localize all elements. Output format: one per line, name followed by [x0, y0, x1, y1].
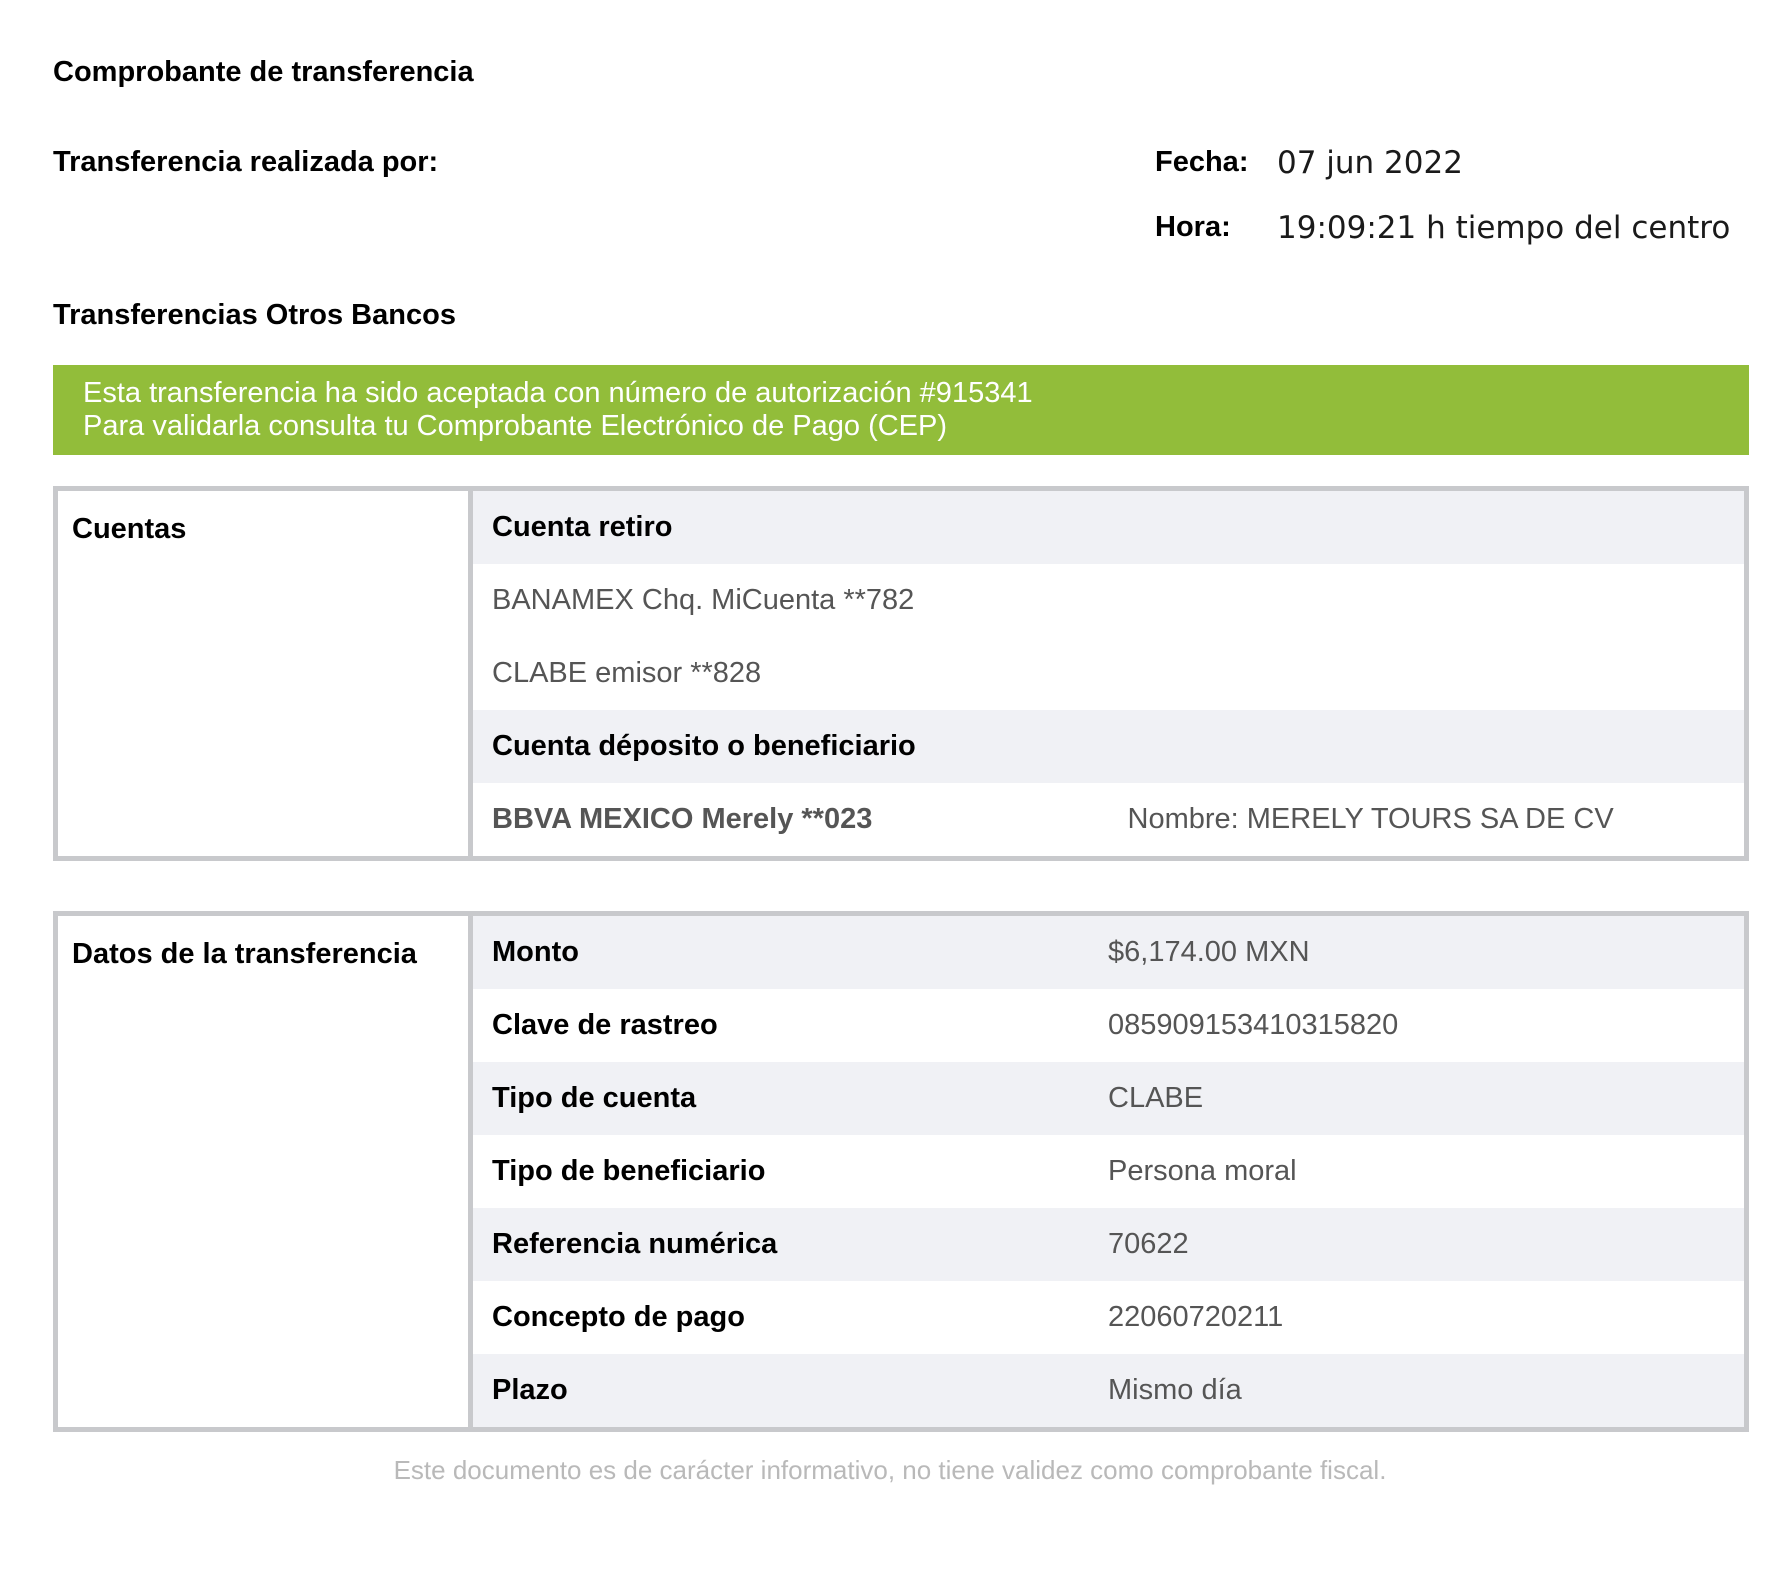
date-label: Fecha: [1155, 146, 1249, 178]
withdrawal-clabe: CLABE emisor **828 [473, 637, 1744, 710]
transfer-data-table [53, 911, 1749, 1432]
banner-line-authorization: Esta transferencia ha sido aceptada con número de autorización #915341 [83, 377, 1033, 409]
row-label-tracking-key: Clave de rastreo [473, 989, 1089, 1062]
accounts-section-label: Cuentas [58, 491, 473, 856]
row-label-account-type: Tipo de cuenta [473, 1062, 1089, 1135]
time-value: 19:09:21 h tiempo del centro [1277, 210, 1731, 246]
made-by-label: Transferencia realizada por: [53, 146, 439, 178]
transfer-section-label: Datos de la transferencia [58, 916, 473, 1427]
disclaimer-note: Este documento es de carácter informativo, no tiene validez como comprobante fiscal. [393, 1455, 1387, 1485]
row-value-term: Mismo día [1089, 1354, 1744, 1427]
deposit-account-header: Cuenta déposito o beneficiario [473, 710, 1744, 783]
section-title: Transferencias Otros Bancos [53, 299, 456, 331]
date-value: 07 jun 2022 [1277, 145, 1463, 181]
row-value-amount: $6,174.00 MXN [1089, 916, 1744, 989]
deposit-account: BBVA MEXICO Merely **023 [473, 783, 1109, 856]
row-label-term: Plazo [473, 1354, 1089, 1427]
time-label: Hora: [1155, 211, 1231, 243]
authorization-banner [53, 365, 1749, 455]
banner-line-cep: Para validarla consulta tu Comprobante Electrónico de Pago (CEP) [83, 410, 948, 442]
row-label-amount: Monto [473, 916, 1089, 989]
deposit-beneficiary-name: Nombre: MERELY TOURS SA DE CV [1109, 783, 1745, 856]
row-label-beneficiary-type: Tipo de beneficiario [473, 1135, 1089, 1208]
row-label-numeric-reference: Referencia numérica [473, 1208, 1089, 1281]
withdrawal-account-header: Cuenta retiro [473, 491, 1744, 564]
row-label-payment-concept: Concepto de pago [473, 1281, 1089, 1354]
row-value-numeric-reference: 70622 [1089, 1208, 1744, 1281]
table-row [58, 916, 1744, 989]
accounts-table [53, 486, 1749, 861]
row-value-payment-concept: 22060720211 [1089, 1281, 1744, 1354]
row-value-account-type: CLABE [1089, 1062, 1744, 1135]
row-value-tracking-key: 085909153410315820 [1089, 989, 1744, 1062]
row-value-beneficiary-type: Persona moral [1089, 1135, 1744, 1208]
withdrawal-account: BANAMEX Chq. MiCuenta **782 [473, 564, 1744, 637]
page-title: Comprobante de transferencia [53, 56, 474, 88]
